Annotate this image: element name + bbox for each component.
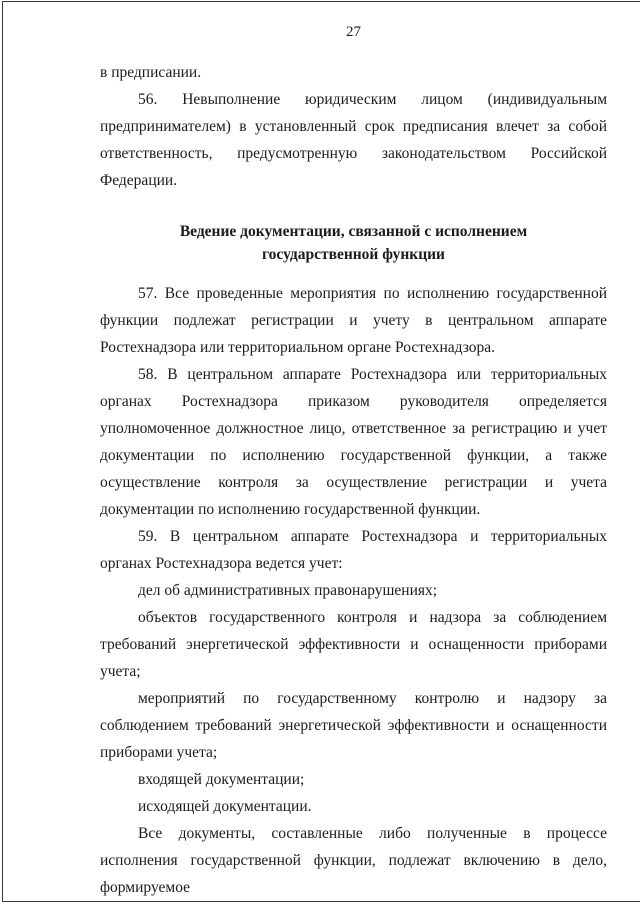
- list-item-control-objects: объектов государственного контроля и надзора за соблюдением требований энергетической эффективности и оснащенности приборами учета;: [100, 609, 607, 680]
- paragraph-item-58: 58. В центральном аппарате Ростехнадзора или территориальных органах Ростехнадзора приказом руководителя определяется уполномоченное должностное лицо, ответственное за регистрацию и учет документации по исполнению государственной функции, а также осуществление контроля за осуществление регистрации и учета документации по исполнению государственной функции.: [100, 366, 607, 518]
- list-item-incoming-documentation: входящей документации;: [138, 771, 305, 788]
- paragraph-all-documents: Все документы, составленные либо полученные в процессе исполнения государственной функции, подлежат включению в дело, формируемое: [100, 825, 607, 896]
- list-item-control-measures: мероприятий по государственному контролю и надзору за соблюдением требований энергетической эффективности и оснащенности приборами учета;: [100, 690, 607, 761]
- list-item-outgoing-documentation: исходящей документации.: [138, 798, 312, 815]
- paragraph-continuation: в предписании.: [100, 64, 202, 81]
- list-item-administrative-offenses: дел об административных правонарушениях;: [138, 582, 438, 599]
- section-heading: Ведение документации, связанной с исполнением государственной функции: [179, 223, 528, 263]
- page-number: 27: [346, 24, 361, 40]
- paragraph-item-59: 59. В центральном аппарате Ростехнадзора и территориальных органах Ростехнадзора ведется учет:: [100, 528, 607, 572]
- paragraph-item-56: 56. Невыполнение юридическим лицом (индивидуальным предпринимателем) в установленный срок предписания влечет за собой ответственность, предусмотренную законодательством Российской Федерации.: [100, 91, 607, 189]
- paragraph-item-57: 57. Все проведенные мероприятия по исполнению государственной функции подлежат регистрации и учету в центральном аппарате Ростехнадзора или территориальном органе Ростехнадзора.: [100, 285, 607, 356]
